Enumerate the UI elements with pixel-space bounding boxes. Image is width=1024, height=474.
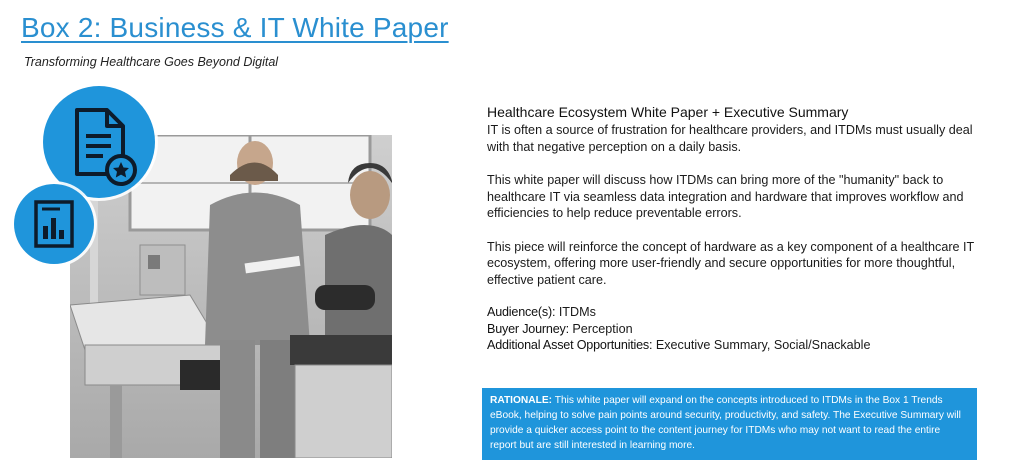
journey-value: Perception <box>572 321 633 336</box>
journey-row <box>487 321 987 338</box>
paragraph-1: IT is often a source of frustration for healthcare providers, and ITDMs must usually deal with that negative perception on a daily basis. <box>487 123 973 154</box>
rationale-label: RATIONALE: <box>490 395 553 406</box>
meta-list <box>487 304 987 354</box>
audience-row <box>487 304 987 321</box>
rationale-text: This white paper will expand on the concepts introduced to ITDMs in the Box 1 Trends eBook, helping to solve pain points around security, productivity, and safety. The Executive Summary will provide a quicker access point to the content journey for ITDMs who may not want to read the entire report but are still interested in learning more. <box>490 395 961 451</box>
document-star-icon <box>43 86 155 198</box>
assets-row <box>487 337 987 354</box>
assets-value: Executive Summary, Social/Snackable <box>655 338 871 352</box>
page-subtitle: Transforming Healthcare Goes Beyond Digital <box>24 55 279 69</box>
page-title: Box 2: Business & IT White Paper <box>21 12 449 43</box>
journey-label: Buyer Journey: <box>487 321 569 336</box>
section-heading: Healthcare Ecosystem White Paper + Executive Summary <box>487 104 849 120</box>
paragraph-2: This white paper will discuss how ITDMs can bring more of the "humanity" back to healthcare IT via seamless data integration and hardware that improves workflow and efficiencies to help reduce preventable errors. <box>487 173 964 220</box>
audience-value: ITDMs <box>558 305 596 319</box>
assets-label: Additional Asset Opportunities: <box>487 338 653 352</box>
paragraph-3: This piece will reinforce the concept of hardware as a key component of a healthcare IT ecosystem, offering more user-friendly and secure opportunities for more thoughtful, effective patient care. <box>487 239 974 287</box>
report-chart-icon <box>14 184 94 264</box>
paper-description <box>487 103 987 354</box>
rationale-box <box>482 388 977 460</box>
audience-label: Audience(s): <box>487 305 556 319</box>
